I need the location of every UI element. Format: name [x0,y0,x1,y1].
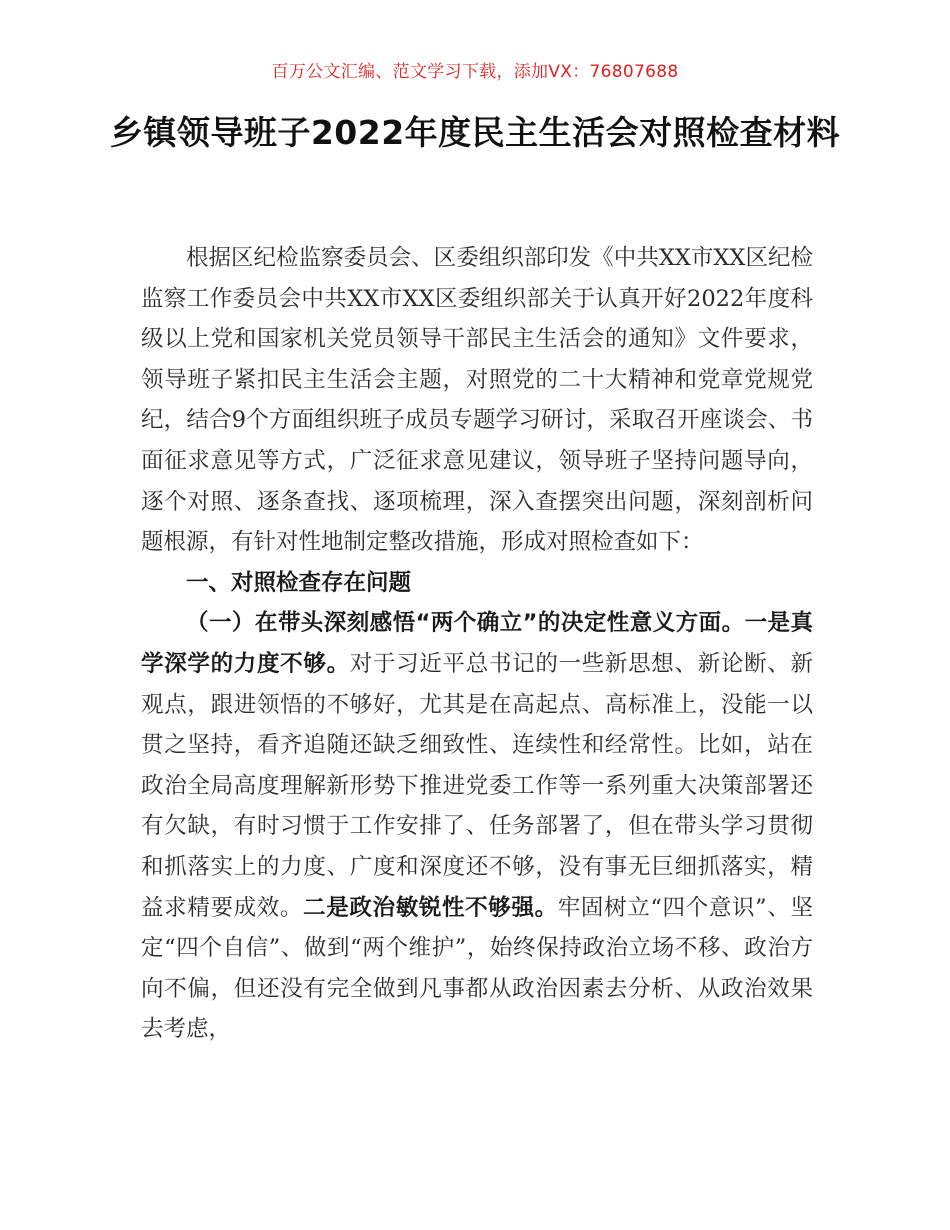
sub-section-paragraph [141,603,813,1050]
promo-banner: 百万公文汇编、范文学习下载，添加VX：76807688 [271,62,679,82]
section-heading: 一、对照检查存在问题 [186,569,412,596]
point2-heading: 二是政治敏锐性不够强。 [303,894,558,921]
point1-text: 对于习近平总书记的一些新思想、新论断、新观点，跟进领悟的不够好，尤其是在高起点、高标准上，没能一以贯之坚持，看齐追随还缺乏细致性、连续性和经常性。比如，站在政治全局高度理解新形势下推进党委工作等一系列重大决策部署还有欠缺，有时习惯于工作安排了、任务部署了，但在带头学习贯彻和抓落实上的力度、广度和深度还不够，没有事无巨细抓落实，精益求精要成效。 [141,650,813,921]
document-title: 乡镇领导班子2022年度民主生活会对照检查材料 [109,113,841,152]
document-body [141,238,813,1050]
intro-paragraph: 根据区纪检监察委员会、区委组织部印发《中共XX市XX区纪检监察工作委员会中共XX市XX区委组织部关于认真开好2022年度科级以上党和国家机关党员领导干部民主生活会的通知》文件要求，领导班子紧扣民主生活会主题，对照党的二十大精神和党章党规党纪，结合9个方面组织班子成员专题学习研讨，采取召开座谈会、书面征求意见等方式，广泛征求意见建议，领导班子坚持问题导向，逐个对照、逐条查找、逐项梳理，深入查摆突出问题，深刻剖析问题根源，有针对性地制定整改措施，形成对照检查如下： [141,245,813,556]
point2-text: 牢固树立“四个意识”、坚定“四个自信”、做到“两个维护”，始终保持政治立场不移、政治方向不偏，但还没有完全做到凡事都从政治因素去分析、从政治效果去考虑， [141,894,813,1043]
sub-section-heading: （一）在带头深刻感悟“两个确立”的决定性意义方面。 [186,610,745,637]
point1-heading: 一是真学深学的力度不够。 [141,610,813,677]
